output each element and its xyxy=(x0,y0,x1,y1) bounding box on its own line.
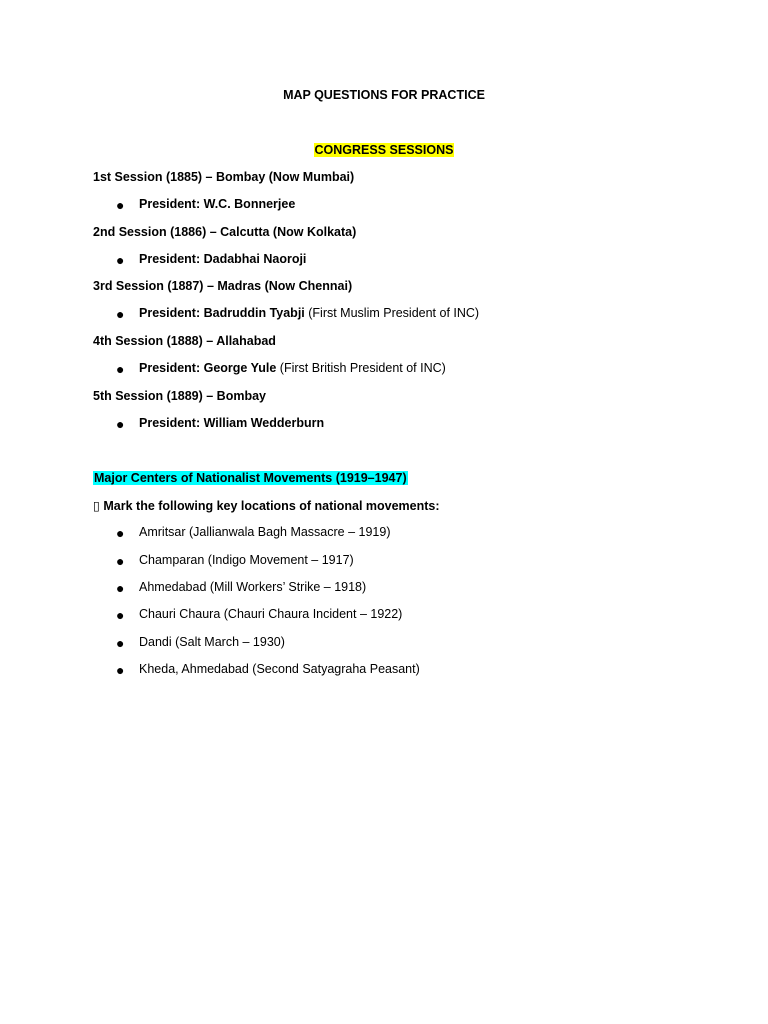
bullet-icon: ● xyxy=(116,416,125,432)
bullet-icon: ● xyxy=(116,607,125,623)
bullet-icon: ● xyxy=(116,580,125,596)
placeholder-glyph-icon: ▯ xyxy=(93,499,100,513)
president-name: President: Dadabhai Naoroji xyxy=(139,252,307,266)
list-item: Kheda, Ahmedabad (Second Satyagraha Peasant) xyxy=(139,662,420,676)
instruction-text: Mark the following key locations of national movements: xyxy=(103,499,440,513)
session-line: 2nd Session (1886) – Calcutta (Now Kolkata) xyxy=(93,225,357,239)
congress-sessions-heading xyxy=(0,143,768,157)
movements-instruction xyxy=(93,498,440,513)
bullet-icon: ● xyxy=(116,662,125,678)
list-item: Dandi (Salt March – 1930) xyxy=(139,635,285,649)
bullet-icon: ● xyxy=(116,361,125,377)
movements-heading xyxy=(93,471,408,485)
list-item: Chauri Chaura (Chauri Chaura Incident – 1922) xyxy=(139,607,403,621)
bullet-icon: ● xyxy=(116,252,125,268)
list-item: Amritsar (Jallianwala Bagh Massacre – 1919) xyxy=(139,525,391,539)
session-line: 1st Session (1885) – Bombay (Now Mumbai) xyxy=(93,170,355,184)
movements-heading-text: Major Centers of Nationalist Movements (1919–1947) xyxy=(94,471,407,485)
president-name: President: W.C. Bonnerjee xyxy=(139,197,296,211)
president-name: President: William Wedderburn xyxy=(139,416,325,430)
list-item: Champaran (Indigo Movement – 1917) xyxy=(139,553,354,567)
bullet-icon: ● xyxy=(116,525,125,541)
list-item: Ahmedabad (Mill Workers’ Strike – 1918) xyxy=(139,580,367,594)
bullet-icon: ● xyxy=(116,635,125,651)
president-note: (First British President of INC) xyxy=(276,361,446,375)
president-line xyxy=(139,361,446,375)
bullet-icon: ● xyxy=(116,197,125,213)
president-line xyxy=(139,252,306,266)
president-line xyxy=(139,306,479,320)
president-note: (First Muslim President of INC) xyxy=(304,306,480,320)
president-name: President: George Yule xyxy=(139,361,277,375)
president-name: President: Badruddin Tyabji xyxy=(139,306,305,320)
president-line xyxy=(139,197,295,211)
bullet-icon: ● xyxy=(116,306,125,322)
congress-sessions-heading-text: CONGRESS SESSIONS xyxy=(314,143,454,157)
president-line xyxy=(139,416,324,430)
session-line: 4th Session (1888) – Allahabad xyxy=(93,334,276,348)
session-line: 3rd Session (1887) – Madras (Now Chennai) xyxy=(93,279,353,293)
bullet-icon: ● xyxy=(116,553,125,569)
page-title: MAP QUESTIONS FOR PRACTICE xyxy=(283,88,485,102)
session-line: 5th Session (1889) – Bombay xyxy=(93,389,266,403)
